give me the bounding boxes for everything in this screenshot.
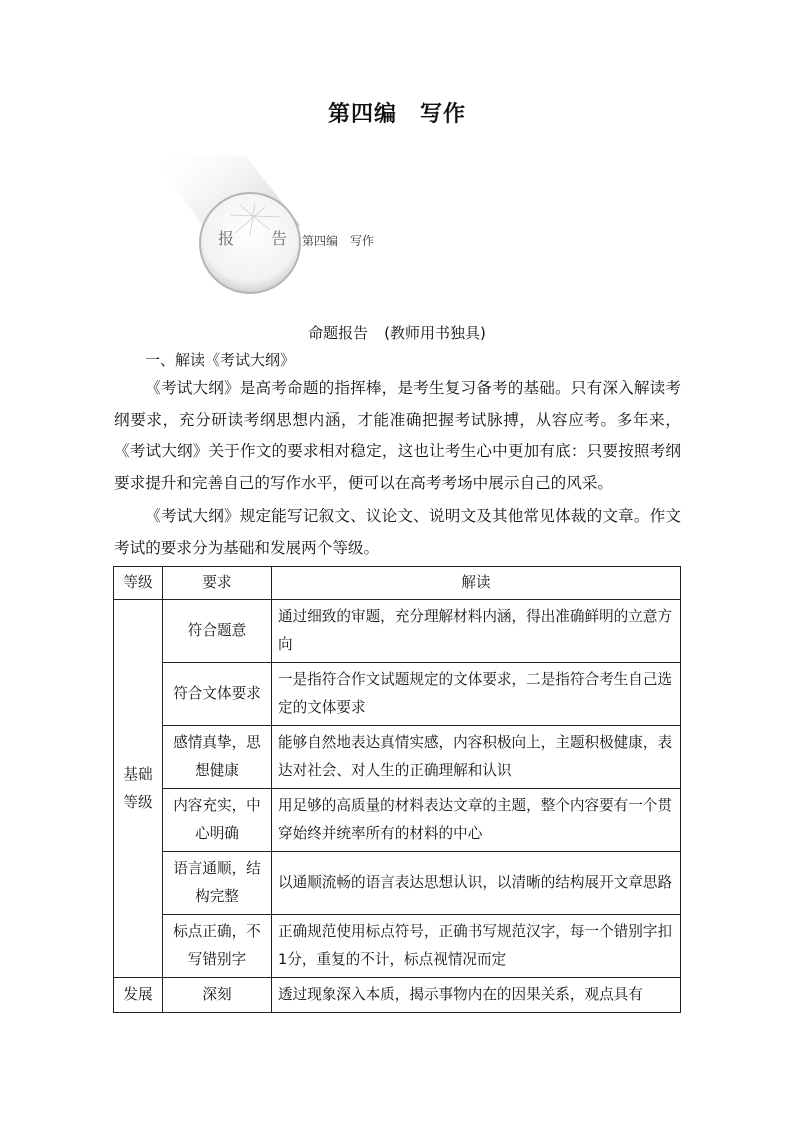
header-interpretation: 解读 xyxy=(272,567,681,600)
table-row xyxy=(114,915,681,978)
table-row xyxy=(114,852,681,915)
table-row xyxy=(114,663,681,726)
banner-section-label: 第四编 写作 xyxy=(302,234,375,248)
report-banner-text: 报 告 xyxy=(218,229,304,248)
requirement-cell: 语言通顺，结构完整 xyxy=(163,852,272,915)
requirement-cell: 深刻 xyxy=(163,978,272,1013)
paragraph-1: 《考试大纲》是高考命题的指挥棒，是考生复习备考的基础。只有深入解读考纲要求，充分研读考纲思想内涵，才能准确把握考试脉搏，从容应考。多年来，《考试大纲》关于作文的要求相对稳定，这也让考生心中更加有底：只要按照考纲要求提升和完善自己的写作水平，便可以在高考考场中展示自己的风采。 xyxy=(114,379,681,492)
table-row xyxy=(114,789,681,852)
header-requirement: 要求 xyxy=(163,567,272,600)
requirements-table xyxy=(113,566,681,1013)
table-row xyxy=(114,600,681,663)
interpretation-cell: 以通顺流畅的语言表达思想认识，以清晰的结构展开文章思路 xyxy=(272,852,681,915)
requirement-cell: 符合文体要求 xyxy=(163,663,272,726)
section-title: 一、解读《考试大纲》 xyxy=(145,351,296,369)
subheading-note: (教师用书独具) xyxy=(384,324,486,342)
level-develop: 发展 xyxy=(114,978,163,1013)
header-level: 等级 xyxy=(114,567,163,600)
interpretation-cell: 透过现象深入本质，揭示事物内在的因果关系，观点具有 xyxy=(272,978,681,1013)
interpretation-cell: 能够自然地表达真情实感，内容积极向上，主题积极健康，表达对社会、对人生的正确理解和认识 xyxy=(272,726,681,789)
requirement-cell: 符合题意 xyxy=(163,600,272,663)
subheading xyxy=(0,322,794,343)
interpretation-cell: 通过细致的审题，充分理解材料内涵，得出准确鲜明的立意方向 xyxy=(272,600,681,663)
interpretation-cell: 用足够的高质量的材料表达文章的主题，整个内容要有一个贯穿始终并统率所有的材料的中心 xyxy=(272,789,681,852)
subheading-main: 命题报告 xyxy=(308,324,369,342)
table-row xyxy=(114,726,681,789)
requirement-cell: 感情真挚，思想健康 xyxy=(163,726,272,789)
interpretation-cell: 正确规范使用标点符号，正确书写规范汉字，每一个错别字扣1分，重复的不计，标点视情况而定 xyxy=(272,915,681,978)
page-title: 第四编 写作 xyxy=(327,101,466,127)
interpretation-cell: 一是指符合作文试题规定的文体要求，二是指符合考生自己选定的文体要求 xyxy=(272,663,681,726)
requirement-cell: 标点正确，不写错别字 xyxy=(163,915,272,978)
requirement-cell: 内容充实，中心明确 xyxy=(163,789,272,852)
paragraph-2: 《考试大纲》规定能写记叙文、议论文、说明文及其他常见体裁的文章。作文考试的要求分为基础和发展两个等级。 xyxy=(114,507,681,557)
table-row xyxy=(114,978,681,1013)
level-basic: 基础等级 xyxy=(114,600,163,978)
table-header-row xyxy=(114,567,681,600)
